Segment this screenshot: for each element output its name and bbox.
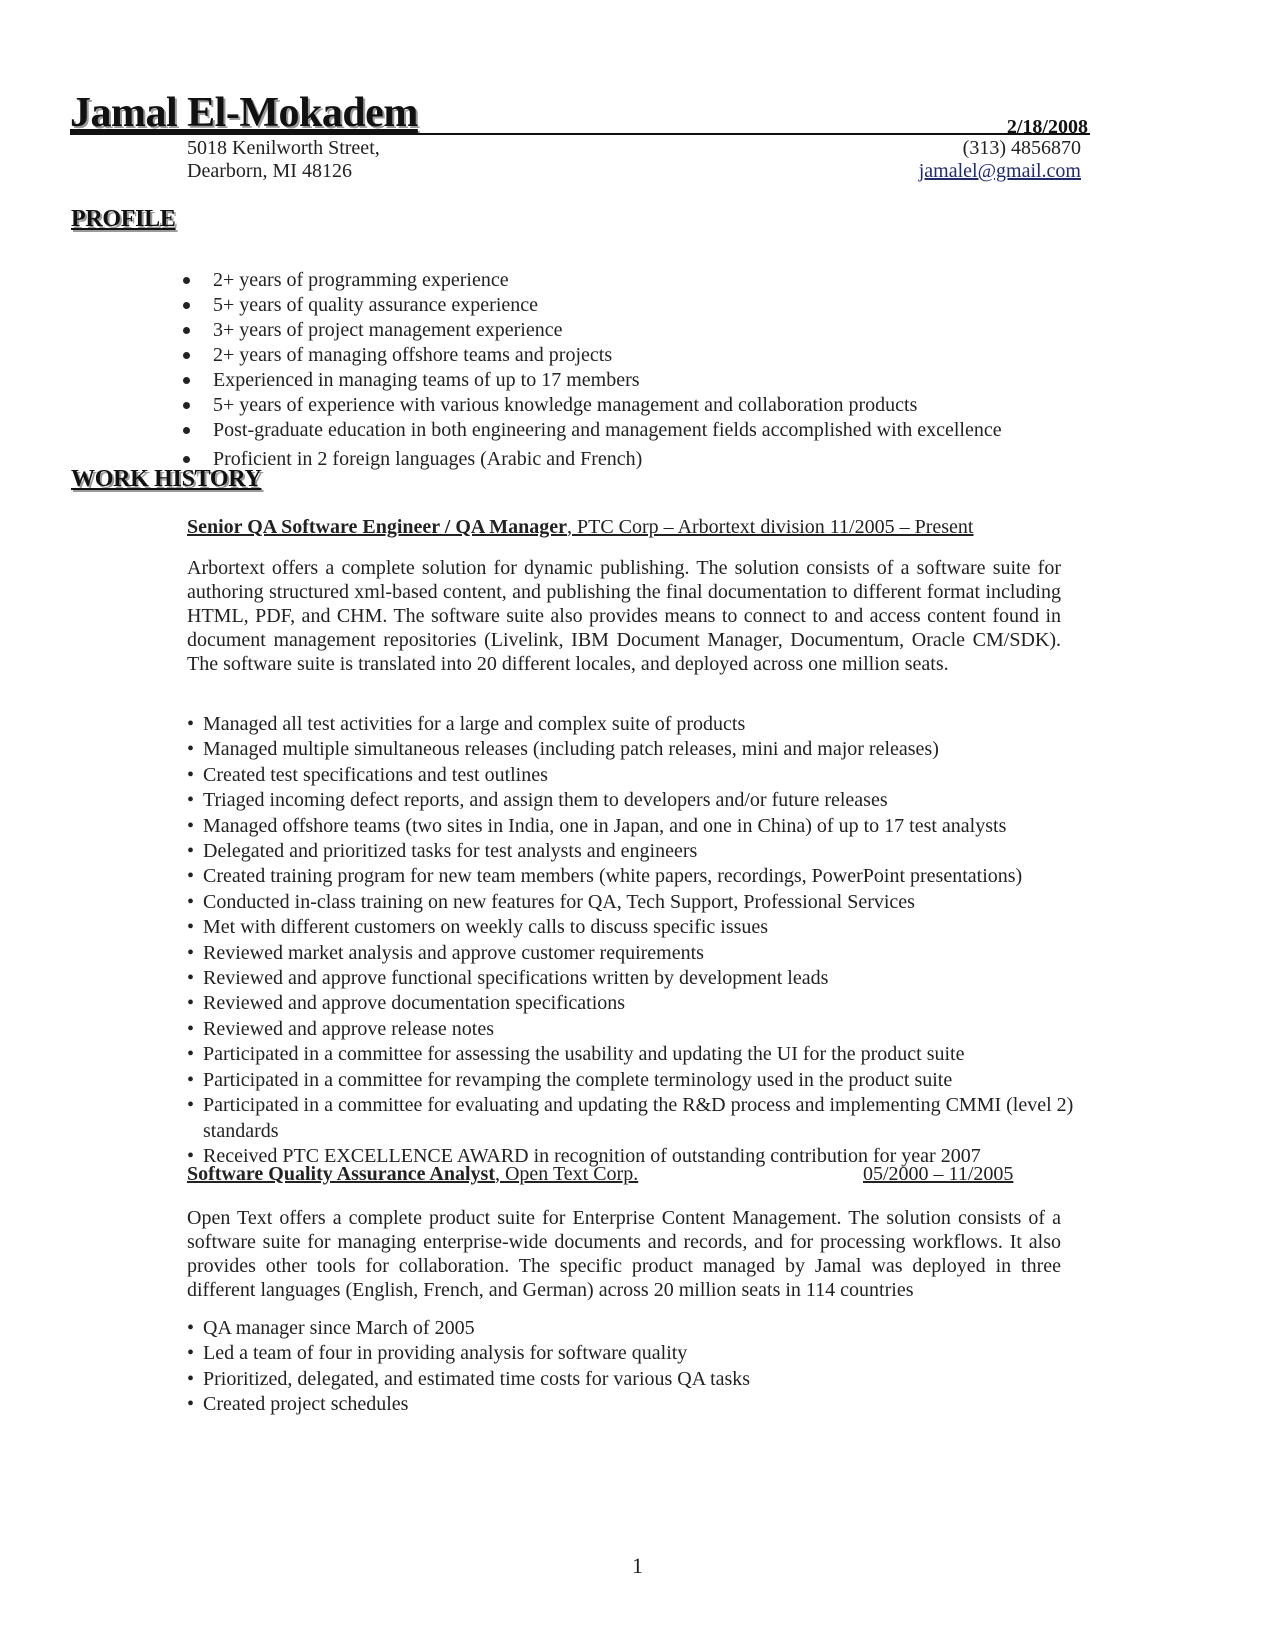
candidate-name: Jamal El-Mokadem xyxy=(70,90,418,136)
list-item: 2+ years of programming experience xyxy=(183,268,1002,293)
list-item: • Led a team of four in providing analysis for software quality xyxy=(187,1341,1087,1366)
job-title-line xyxy=(187,1163,638,1186)
list-item: 3+ years of project management experience xyxy=(183,318,1002,343)
list-item: • Reviewed and approve release notes xyxy=(187,1017,1087,1042)
list-item: • Reviewed and approve functional specifications written by development leads xyxy=(187,966,1087,991)
address-line-2: Dearborn, MI 48126 xyxy=(187,160,352,182)
list-item: • Managed all test activities for a large and complex suite of products xyxy=(187,712,1087,737)
list-item: • Prioritized, delegated, and estimated time costs for various QA tasks xyxy=(187,1367,1087,1392)
job-description: Arbortext offers a complete solution for dynamic publishing. The solution consists of a software suite for authoring structured xml-based content, and publishing the final documentation to different format including HTML, PDF, and CHM. The software suite also provides means to connect to and access content found in document management repositories (Livelink, IBM Document Manager, Documentum, Oracle CM/SDK). The software suite is translated into 20 different locales, and deployed across one million seats. xyxy=(187,557,1061,675)
bullet-icon xyxy=(183,456,190,463)
list-item: Experienced in managing teams of up to 17 members xyxy=(183,368,1002,393)
list-item: • Received PTC EXCELLENCE AWARD in recognition of outstanding contribution for year 2007 xyxy=(187,1144,1087,1169)
list-item: • Conducted in-class training on new features for QA, Tech Support, Professional Services xyxy=(187,890,1087,915)
list-item: 5+ years of experience with various knowledge management and collaboration products xyxy=(183,393,1002,418)
list-item: 2+ years of managing offshore teams and projects xyxy=(183,343,1002,368)
job-company: , PTC Corp – Arbortext division 11/2005 – Present xyxy=(567,516,974,538)
header-divider xyxy=(70,133,1090,135)
list-item: • Triaged incoming defect reports, and assign them to developers and/or future releases xyxy=(187,788,1087,813)
list-item: Post-graduate education in both engineering and management fields accomplished with excellence xyxy=(183,418,1002,443)
job-company: , Open Text Corp. xyxy=(494,1163,639,1185)
list-item: • Met with different customers on weekly calls to discuss specific issues xyxy=(187,915,1087,940)
job-title-line xyxy=(187,516,973,539)
list-item: • Created project schedules xyxy=(187,1392,1087,1417)
list-item: • Created training program for new team members (white papers, recordings, PowerPoint presentations) xyxy=(187,864,1087,889)
job-role: Software Quality Assurance Analyst xyxy=(187,1163,495,1185)
job-bullets xyxy=(187,712,1087,1169)
list-item: • Participated in a committee for revamping the complete terminology used in the product suite xyxy=(187,1068,1087,1093)
phone-number: (313) 4856870 xyxy=(962,137,1081,159)
job-role: Senior QA Software Engineer / QA Manager xyxy=(187,516,567,538)
bullet-icon xyxy=(183,427,190,434)
list-item: • Participated in a committee for evaluating and updating the R&D process and implementing CMMI (level 2) standards xyxy=(187,1093,1087,1144)
bullet-icon xyxy=(183,352,190,359)
list-item: 5+ years of quality assurance experience xyxy=(183,293,1002,318)
list-item: Proficient in 2 foreign languages (Arabic and French) xyxy=(183,447,1002,472)
list-item: • QA manager since March of 2005 xyxy=(187,1316,1087,1341)
job-bullets xyxy=(187,1316,1087,1418)
bullet-icon xyxy=(183,327,190,334)
job-dates: 05/2000 – 11/2005 xyxy=(863,1163,1014,1185)
list-item: • Managed offshore teams (two sites in India, one in Japan, and one in China) of up to 17 test analysts xyxy=(187,814,1087,839)
resume-date: 2/18/2008 xyxy=(1006,116,1088,138)
list-item: • Reviewed and approve documentation specifications xyxy=(187,991,1087,1016)
list-item: • Participated in a committee for assessing the usability and updating the UI for the product suite xyxy=(187,1042,1087,1067)
address-line-1: 5018 Kenilworth Street, xyxy=(187,137,380,159)
list-item: • Reviewed market analysis and approve customer requirements xyxy=(187,941,1087,966)
bullet-icon xyxy=(183,277,190,284)
job-description: Open Text offers a complete product suite for Enterprise Content Management. The solution consists of a software suite for managing enterprise-wide documents and records, and for processing workflows. It also provides other tools for collaboration. The specific product managed by Jamal was deployed in three different languages (English, French, and German) across 20 million seats in 114 countries xyxy=(187,1207,1061,1301)
bullet-icon xyxy=(183,402,190,409)
email-link[interactable]: jamalel@gmail.com xyxy=(918,160,1081,182)
list-item: • Created test specifications and test outlines xyxy=(187,763,1087,788)
list-item: • Delegated and prioritized tasks for test analysts and engineers xyxy=(187,839,1087,864)
profile-list xyxy=(183,268,1002,472)
bullet-icon xyxy=(183,302,190,309)
bullet-icon xyxy=(183,377,190,384)
profile-heading: PROFILE xyxy=(71,206,176,232)
page-number: 1 xyxy=(632,1553,643,1578)
list-item: • Managed multiple simultaneous releases (including patch releases, mini and major releases) xyxy=(187,737,1087,762)
work-history-heading: WORK HISTORY xyxy=(71,466,262,492)
